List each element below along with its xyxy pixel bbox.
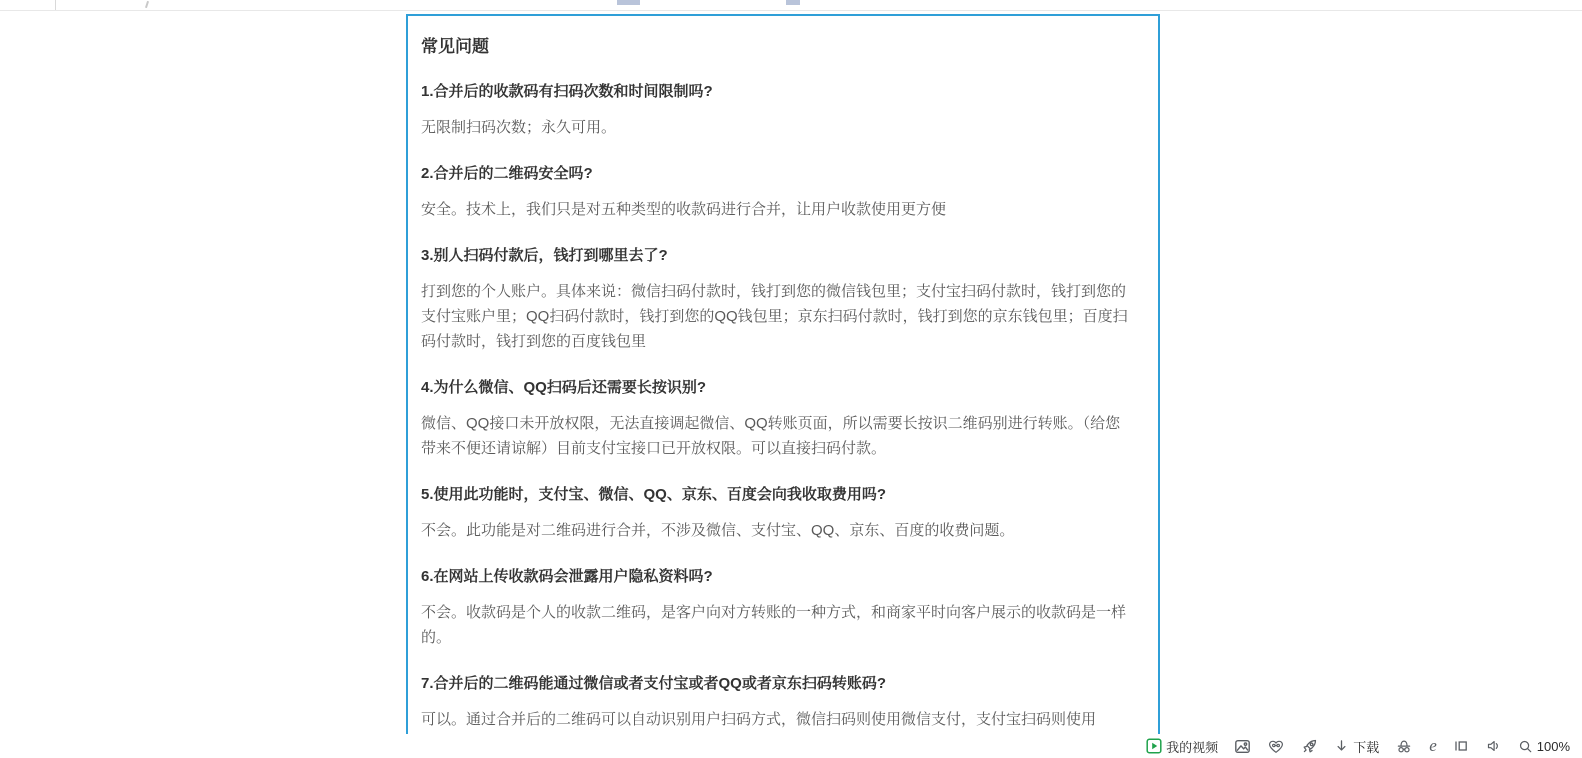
faq-question: 3.别人扫码付款后，钱打到哪里去了? bbox=[421, 247, 668, 264]
faq-title: 常见问题 bbox=[421, 37, 489, 56]
download-label: 下载 bbox=[1353, 739, 1380, 755]
ie-icon: e bbox=[1429, 736, 1437, 755]
browser-status-bar bbox=[0, 734, 1582, 758]
zoom-control[interactable] bbox=[1518, 739, 1570, 754]
zoom-level: 100% bbox=[1536, 738, 1570, 754]
top-cutoff-fragment bbox=[786, 0, 800, 5]
window-mode-button[interactable] bbox=[1453, 738, 1469, 754]
speaker-icon bbox=[1485, 738, 1502, 754]
image-icon bbox=[1234, 738, 1251, 755]
top-cutoff-fragment bbox=[617, 0, 640, 5]
top-cutoff-vline bbox=[55, 0, 56, 10]
faq-answer: 无限制扫码次数；永久可用。 bbox=[421, 119, 617, 136]
faq-question: 4.为什么微信、QQ扫码后还需要长按识别? bbox=[421, 379, 707, 396]
faq-question: 7.合并后的二维码能通过微信或者支付宝或者QQ或者京东扫码转账码? bbox=[421, 675, 887, 692]
incognito-icon bbox=[1395, 738, 1413, 755]
play-icon bbox=[1146, 738, 1162, 754]
my-videos-button[interactable] bbox=[1146, 737, 1218, 756]
ie-compat-button[interactable] bbox=[1429, 738, 1437, 754]
incognito-button[interactable] bbox=[1395, 738, 1413, 755]
faq-question: 1.合并后的收款码有扫码次数和时间限制吗? bbox=[421, 83, 713, 100]
heart-icon bbox=[1267, 738, 1285, 755]
faq-question: 6.在网站上传收款码会泄露用户隐私资料吗? bbox=[421, 568, 713, 585]
rocket-icon bbox=[1301, 738, 1318, 755]
window-restore-icon bbox=[1453, 738, 1469, 754]
image-toggle-button[interactable] bbox=[1234, 738, 1251, 755]
faq-question: 2.合并后的二维码安全吗? bbox=[421, 165, 593, 182]
faq-panel bbox=[406, 14, 1160, 758]
download-button[interactable] bbox=[1334, 737, 1379, 756]
faq-question: 5.使用此功能时，支付宝、微信、QQ、京东、百度会向我收取费用吗? bbox=[421, 486, 887, 503]
speed-boost-button[interactable] bbox=[1301, 738, 1318, 755]
page-top-divider bbox=[0, 10, 1582, 11]
heart-button[interactable] bbox=[1267, 738, 1285, 755]
top-cutoff-mark bbox=[145, 1, 149, 8]
faq-answer: 不会。收款码是个人的收款二维码，是客户向对方转账的一种方式，和商家平时向客户展示的收款码是一样的。 bbox=[421, 604, 1127, 646]
download-arrow-icon bbox=[1334, 738, 1349, 754]
volume-button[interactable] bbox=[1485, 738, 1502, 754]
my-videos-label: 我的视频 bbox=[1166, 739, 1219, 755]
faq-answer: 不会。此功能是对二维码进行合并，不涉及微信、支付宝、QQ、京东、百度的收费问题。 bbox=[421, 522, 1015, 539]
magnifier-icon bbox=[1518, 739, 1533, 754]
faq-answer: 微信、QQ接口未开放权限，无法直接调起微信、QQ转账页面，所以需要长按识二维码别进行转账。（给您带来不便还请谅解）目前支付宝接口已开放权限。可以直接扫码付款。 bbox=[421, 415, 1121, 457]
faq-answer: 安全。技术上，我们只是对五种类型的收款码进行合并，让用户收款使用更方便 bbox=[421, 201, 947, 218]
faq-answer: 可以。通过合并后的二维码可以自动识别用户扫码方式，微信扫码则使用微信支付，支付宝扫码则使用 bbox=[421, 711, 1097, 728]
faq-answer: 打到您的个人账户。具体来说：微信扫码付款时，钱打到您的微信钱包里；支付宝扫码付款时，钱打到您的支付宝账户里；QQ扫码付款时，钱打到您的QQ钱包里；京东扫码付款时，钱打到您的京东钱包里；百度扫码付款时，钱打到您的百度钱包里 bbox=[421, 283, 1128, 350]
